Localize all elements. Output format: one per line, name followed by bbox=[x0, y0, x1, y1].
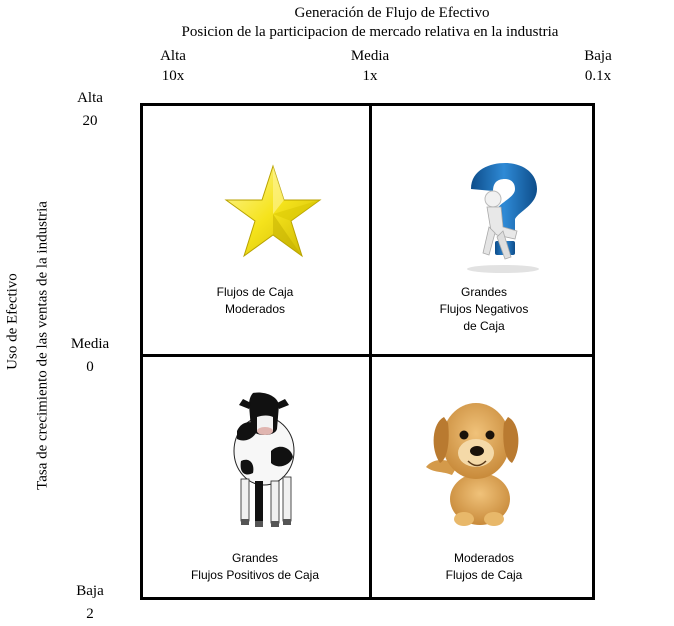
dog-icon bbox=[418, 391, 528, 531]
x-level-label: Baja bbox=[584, 48, 612, 64]
x-level-baja bbox=[558, 46, 638, 86]
grid-vertical-divider bbox=[369, 106, 372, 597]
quadrant-star-label bbox=[155, 284, 355, 318]
y-level-media bbox=[60, 333, 120, 379]
y-level-alta bbox=[60, 87, 120, 133]
quadrant-cow-line: Flujos Positivos de Caja bbox=[190, 568, 320, 582]
y-level-label: Baja bbox=[76, 583, 104, 599]
y-level-baja bbox=[60, 580, 120, 626]
diagram-title: Generación de Flujo de Efectivo bbox=[294, 5, 490, 21]
quadrant-star-line: Flujos de Caja bbox=[216, 285, 294, 299]
quadrant-dog-line: Flujos de Caja bbox=[445, 568, 523, 582]
quadrant-cow-label bbox=[155, 550, 355, 584]
quadrant-question-line: Flujos Negativos bbox=[439, 302, 529, 316]
cow-icon bbox=[219, 391, 309, 529]
grid-horizontal-divider bbox=[143, 354, 592, 357]
y-level-label: Media bbox=[70, 336, 110, 352]
quadrant-question-label bbox=[384, 284, 584, 335]
x-level-label: Media bbox=[350, 48, 390, 64]
quadrant-dog-label bbox=[384, 550, 584, 584]
x-level-value: 10x bbox=[161, 68, 185, 84]
x-level-label: Alta bbox=[160, 48, 186, 64]
diagram-subtitle: Posicion de la participacion de mercado relativa en la industria bbox=[181, 24, 559, 40]
x-level-value: 0.1x bbox=[584, 68, 612, 84]
x-level-media bbox=[330, 46, 410, 86]
y-level-value: 0 bbox=[86, 359, 94, 375]
matrix-grid bbox=[140, 103, 595, 600]
question-mark-figure-icon bbox=[453, 161, 548, 276]
y-level-value: 20 bbox=[82, 113, 98, 129]
star-icon bbox=[223, 164, 323, 258]
y-level-label: Alta bbox=[77, 90, 103, 106]
quadrant-cow-line: Grandes bbox=[231, 551, 279, 565]
y-level-value: 2 bbox=[86, 606, 94, 622]
quadrant-dog-line: Moderados bbox=[453, 551, 515, 565]
quadrant-question-line: Grandes bbox=[460, 285, 508, 299]
y-axis-title: Uso de Efectivo bbox=[4, 273, 21, 370]
x-level-alta bbox=[133, 46, 213, 86]
quadrant-star-line: Moderados bbox=[224, 302, 286, 316]
quadrant-question-line: de Caja bbox=[463, 319, 505, 333]
x-level-value: 1x bbox=[362, 68, 378, 84]
y-axis-subtitle: Tasa de crecimiento de las ventas de la industria bbox=[34, 201, 51, 490]
